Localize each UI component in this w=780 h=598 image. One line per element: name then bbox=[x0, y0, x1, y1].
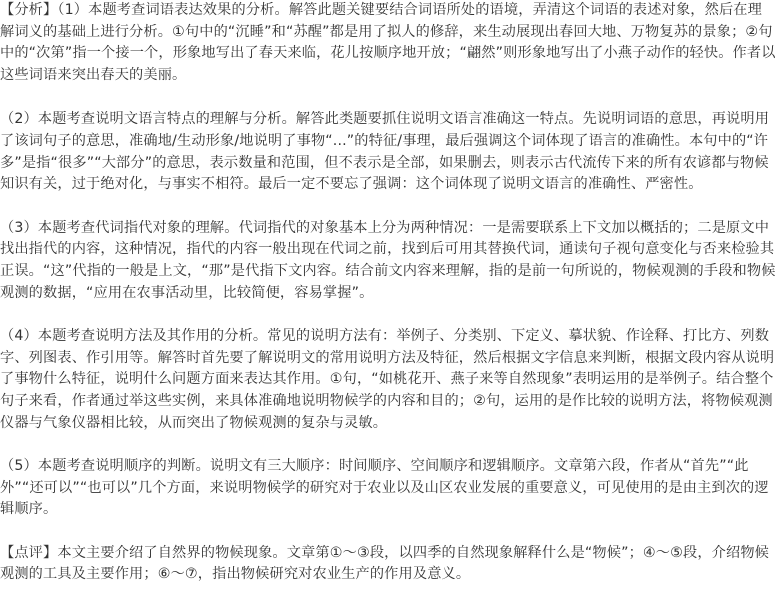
analysis-paragraph-3: （3）本题考查代词指代对象的理解。代词指代的对象基本上分为两种情况：一是需要联系上下文加以概括的；二是原文中找出指代的内容，这种情况，指代的内容一般出现在代词之前，找到后可用其替换代词，通读句子视句意变化与否来检验其正误。“这”代指的一般是上文，“那”是代指下文内容。结合前文内容来理解，指的是前一句所说的，物候观测的手段和物候观测的数据，“应用在农事活动里，比较简便，容易掌握”。 bbox=[0, 219, 776, 301]
analysis-paragraph-2: （2）本题考查说明文语言特点的理解与分析。解答此类题要抓住说明文语言准确这一特点。先说明词语的意思，再说明用了该词句子的意思，准确地/生动形象/地说明了事物“...”的特征/事理，最后强调这个词体现了语言的准确性。本句中的“许多”是指“很多”“大部分”的意思，表示数量和范围，但不表示是全部，如果删去，则表示古代流传下来的所有农谚都与物候知识有关，过于绝对化，与事实不相符。最后一定不要忘了强调：这个词体现了说明文语言的准确性、严密性。 bbox=[0, 111, 770, 193]
comment-paragraph: 【点评】本文主要介绍了自然界的物候现象。文章第①～③段，以四季的自然现象解释什么是“物候”；④～⑤段，介绍物候观测的工具及主要作用；⑥～⑦，指出物候研究对农业生产的作用及意义。 bbox=[0, 544, 770, 583]
analysis-paragraph-4: （4）本题考查说明方法及其作用的分析。常见的说明方法有：举例子、分类别、下定义、摹状貌、作诠释、打比方、列数字、列图表、作引用等。解答时首先要了解说明文的常用说明方法及特征，然后根据文字信息来判断，根据文段内容从说明了事物什么特征，说明什么问题方面来表达其作用。①句，“如桃花开、燕子来等自然现象”表明运用的是举例子。结合整个句子来看，作者通过举这些实例，来具体准确地说明物候学的内容和目的；②句，运用的是作比较的说明方法，将物候观测仪器与气象仪器相比较，从而突出了物候观测的复杂与灵敏。 bbox=[0, 328, 775, 431]
analysis-paragraph-1: 【分析】（1）本题考查词语表达效果的分析。解答此题关键要结合词语所处的语境，弄清这个词语的表述对象，然后在理解词义的基础上进行分析。①句中的“沉睡”和“苏醒”都是用了拟人的修辞，来生动展现出春回大地、万物复苏的景象；②句中的“次第”指一个接一个，形象地写出了春天来临，花儿按顺序地开放；“翩然”则形象地写出了小燕子动作的轻快。作者以这些词语来突出春天的美丽。 bbox=[0, 2, 776, 83]
analysis-paragraph-5: （5）本题考查说明顺序的判断。说明文有三大顺序：时间顺序、空间顺序和逻辑顺序。文章第六段，作者从“首先”“此外”“还可以”“也可以”几个方面，来说明物候学的研究对于农业以及山区农业发展的重要意义，可见使用的是由主到次的逻辑顺序。 bbox=[0, 458, 769, 518]
